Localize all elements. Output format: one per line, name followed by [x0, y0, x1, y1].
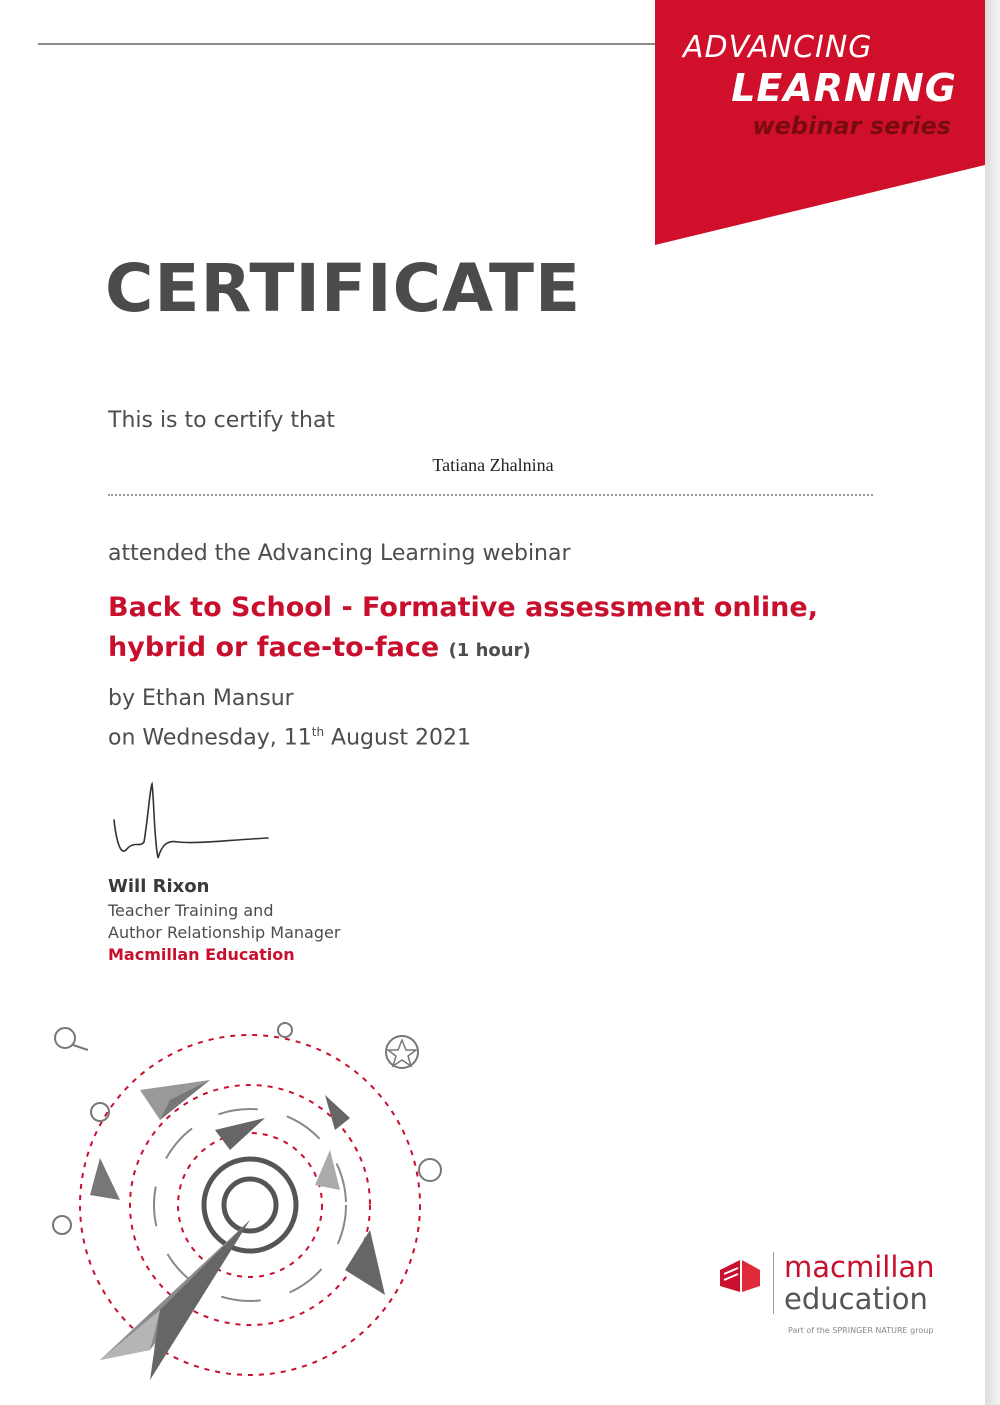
- certify-text: This is to certify that: [108, 408, 336, 433]
- chat-icon: [53, 1216, 71, 1234]
- webinar-title-block: [108, 588, 908, 671]
- banner-line-2: LEARNING: [731, 66, 957, 110]
- webinar-duration: (1 hour): [448, 640, 531, 661]
- paper-planes-illustration: [40, 1010, 460, 1390]
- search-icon: [55, 1028, 75, 1048]
- signer-role-line-1: Teacher Training and: [108, 901, 274, 920]
- recipient-name: Tatiana Zhalnina: [432, 455, 554, 475]
- banner-line-1: ADVANCING: [683, 30, 873, 65]
- advancing-learning-banner: [655, 0, 985, 250]
- logo-line-1: macmillan: [784, 1250, 935, 1284]
- speech-bubble-icon: [419, 1159, 441, 1181]
- logo-divider: [773, 1252, 774, 1314]
- macmillan-logo-icon: [718, 1256, 762, 1296]
- date-ordinal: th: [311, 725, 325, 739]
- globe-icon: [91, 1103, 109, 1121]
- signer-organization: Macmillan Education: [108, 945, 295, 964]
- certificate-title: CERTIFICATE: [105, 250, 582, 327]
- page-edge-shadow: [985, 0, 1000, 1405]
- date-line: [108, 725, 471, 750]
- gear-icon: [278, 1023, 292, 1037]
- date-prefix: on Wednesday, 11: [108, 725, 312, 751]
- logo-line-2: education: [784, 1282, 928, 1316]
- signature-image: [108, 778, 288, 868]
- webinar-title: Back to School - Formative assessment online, hybrid or face-to-face: [108, 592, 818, 663]
- date-rest: August 2021: [324, 725, 472, 751]
- top-rule: [38, 43, 678, 45]
- signer-name: Will Rixon: [108, 876, 210, 897]
- recipient-dotted-line: [108, 494, 873, 496]
- presenter-line: by Ethan Mansur: [108, 686, 294, 711]
- attended-text: attended the Advancing Learning webinar: [108, 541, 571, 566]
- banner-line-3: webinar series: [752, 112, 951, 140]
- logo-tagline: Part of the SPRINGER NATURE group: [788, 1326, 934, 1335]
- signer-role-line-2: Author Relationship Manager: [108, 923, 341, 942]
